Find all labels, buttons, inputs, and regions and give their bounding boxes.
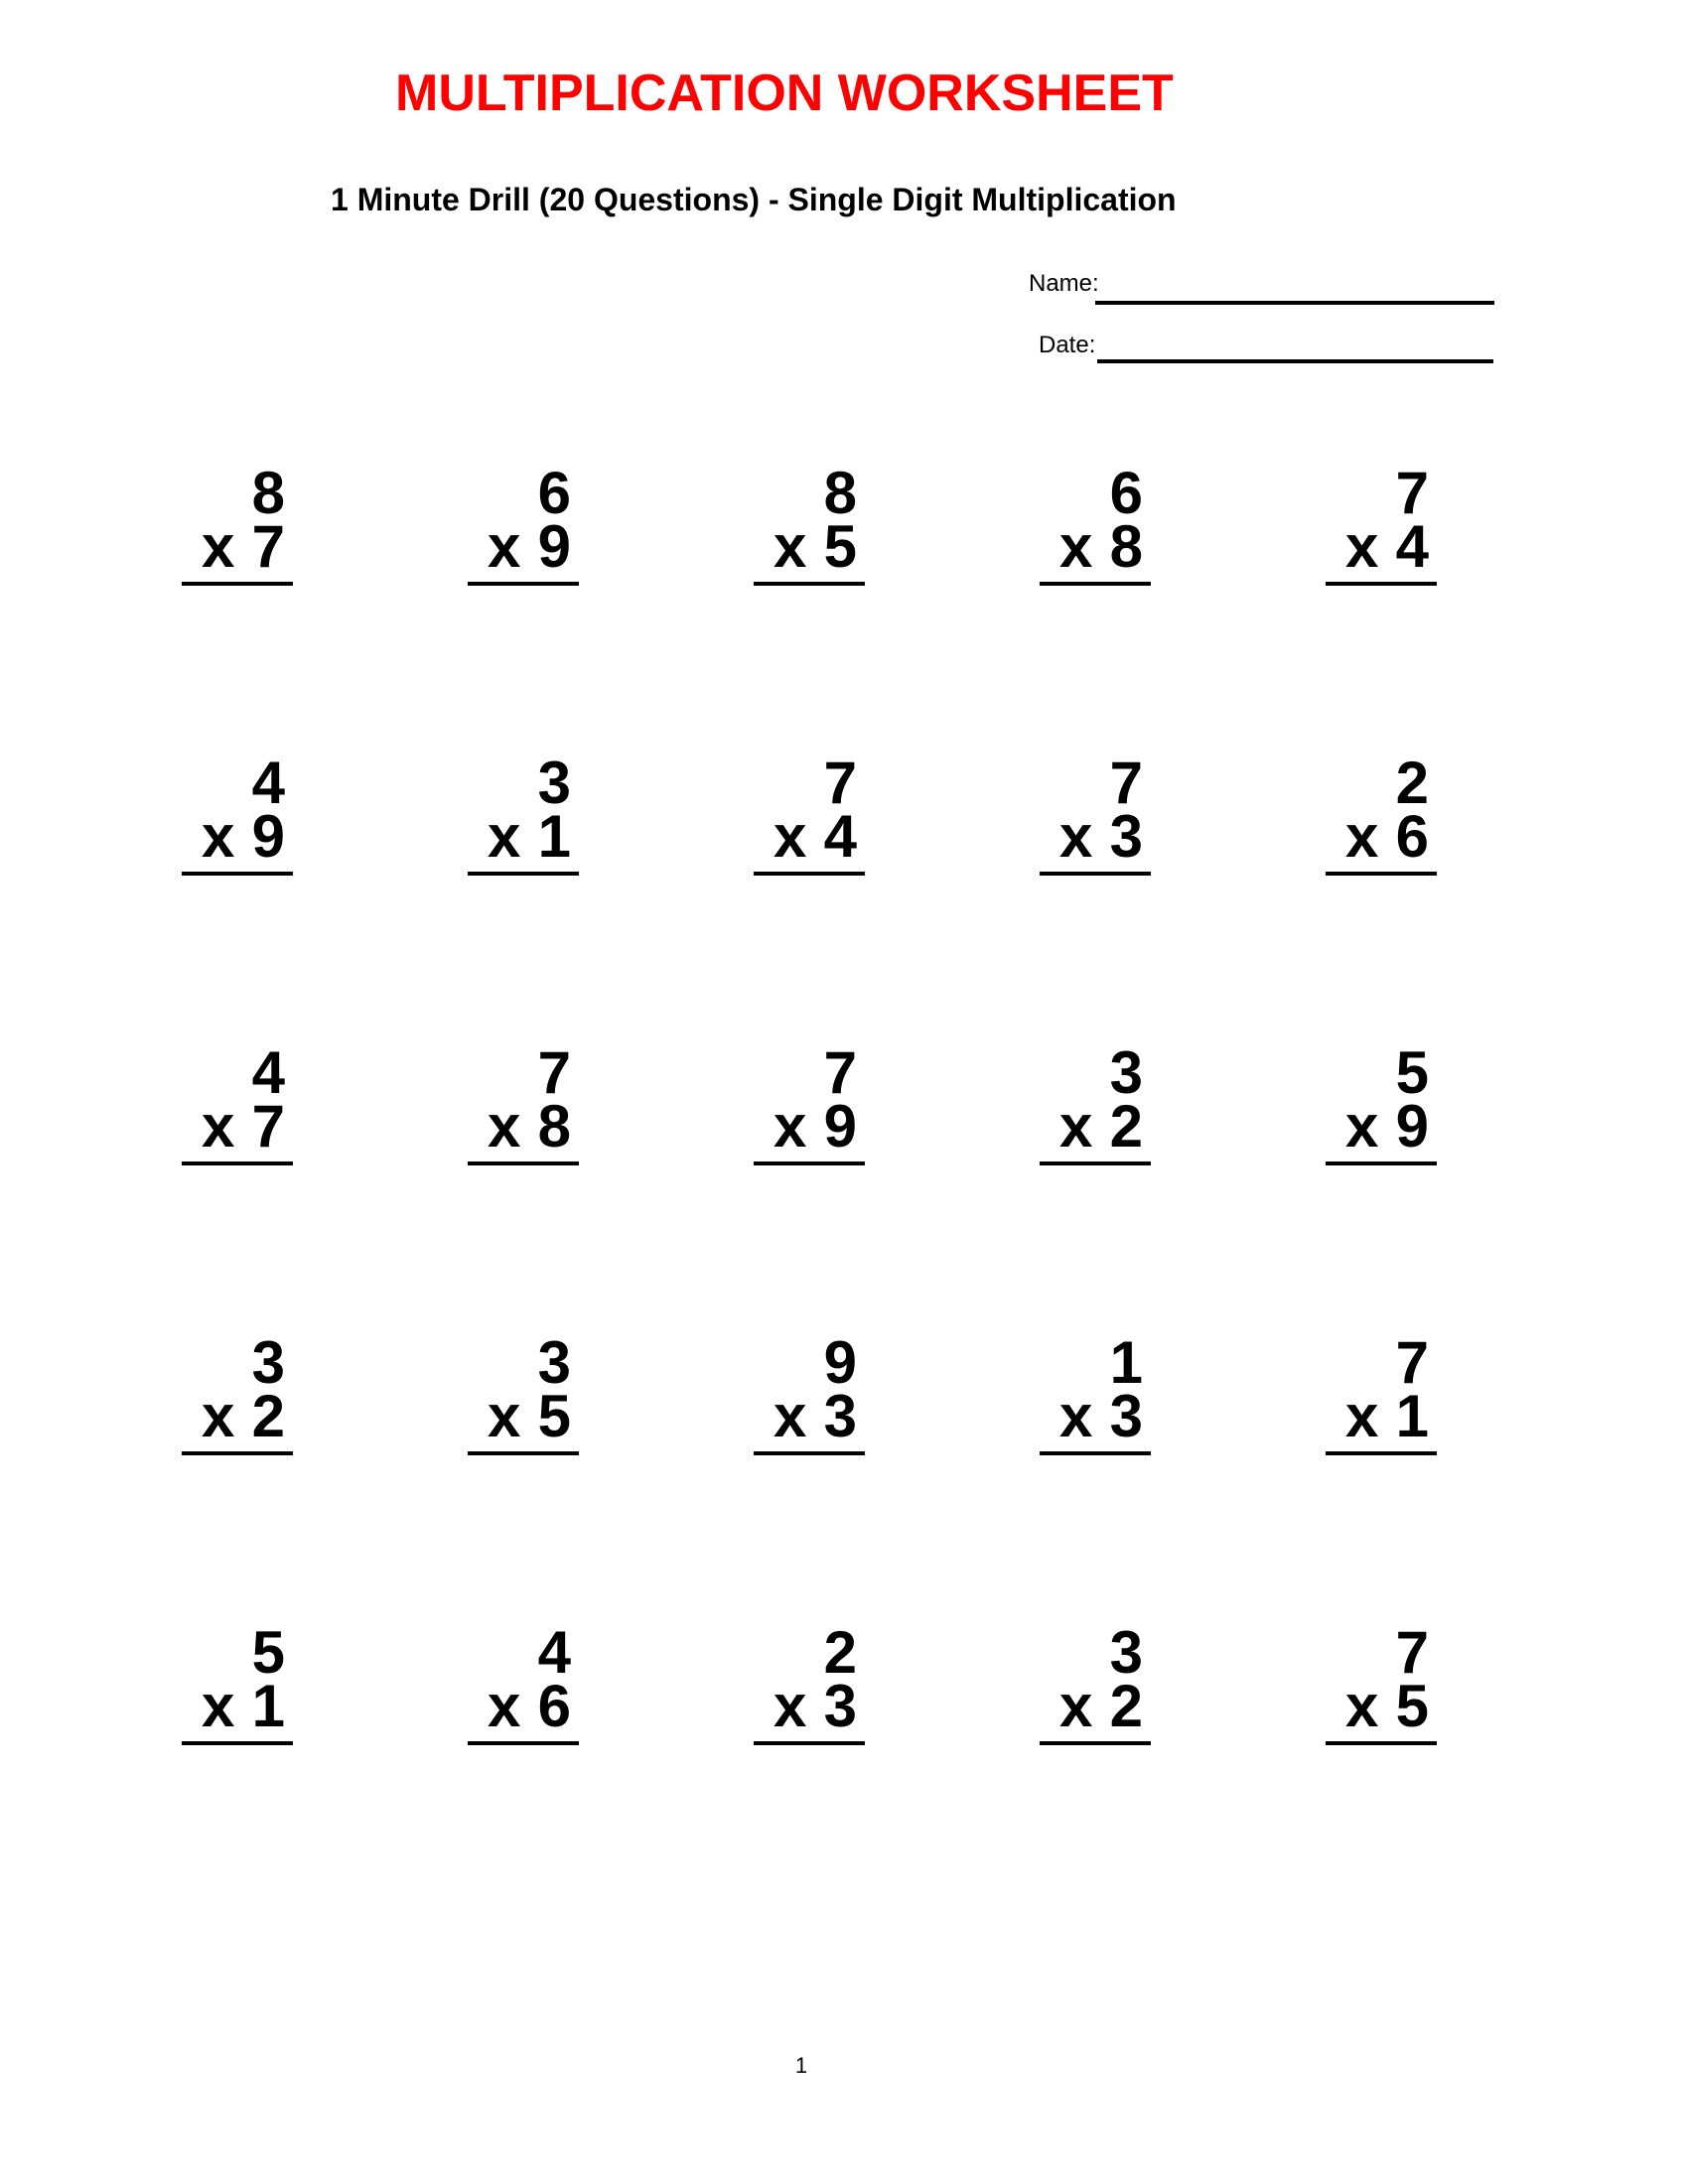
multiplicand: 5	[251, 1619, 285, 1686]
multiplier: 3	[823, 1383, 857, 1449]
multiplicand: 2	[1395, 750, 1429, 816]
multiplier: 3	[1109, 1383, 1143, 1449]
answer-line	[182, 1741, 293, 1745]
multiplier-row	[1040, 1673, 1151, 1739]
multiplier: 2	[251, 1383, 285, 1449]
answer-line	[1326, 582, 1437, 586]
multiplicand: 9	[823, 1329, 857, 1396]
page-subtitle: 1 Minute Drill (20 Questions) - Single Digit Multiplication	[331, 182, 1177, 217]
multiply-operator: x	[1059, 1673, 1093, 1739]
name-label: Name:	[1029, 270, 1099, 297]
answer-line	[468, 1741, 579, 1745]
multiply-operator: x	[202, 1383, 235, 1449]
multiplicand: 7	[1109, 750, 1143, 816]
multiplicand: 7	[1395, 460, 1429, 526]
multiplication-problem	[754, 460, 865, 586]
multiplier-row	[754, 1383, 865, 1449]
multiplication-problem	[468, 750, 579, 876]
answer-line	[182, 1161, 293, 1165]
multiplicand: 7	[1395, 1619, 1429, 1686]
multiplier: 1	[537, 803, 571, 870]
multiplier: 4	[823, 803, 857, 870]
answer-line	[754, 582, 865, 586]
multiplier-row	[468, 513, 579, 580]
multiply-operator: x	[1345, 803, 1379, 870]
multiplier: 3	[823, 1673, 857, 1739]
multiplication-problem	[754, 1329, 865, 1455]
multiplication-problem	[182, 750, 293, 876]
multiply-operator: x	[774, 1673, 807, 1739]
multiplicand: 3	[537, 750, 571, 816]
multiplier-row	[1326, 1383, 1437, 1449]
multiply-operator: x	[202, 513, 235, 580]
multiplicand: 3	[1109, 1619, 1143, 1686]
multiplicand: 8	[823, 460, 857, 526]
multiplicand: 7	[537, 1039, 571, 1106]
answer-line	[754, 872, 865, 876]
multiplication-problem	[754, 750, 865, 876]
answer-line	[1326, 872, 1437, 876]
multiplication-problem	[1040, 1039, 1151, 1165]
multiplier: 3	[1109, 803, 1143, 870]
answer-line	[1040, 1451, 1151, 1455]
multiply-operator: x	[488, 1093, 521, 1160]
date-label: Date:	[1039, 332, 1096, 358]
multiply-operator: x	[774, 1093, 807, 1160]
multiplicand: 6	[1109, 460, 1143, 526]
multiplier-row	[754, 513, 865, 580]
multiplication-problem	[1326, 750, 1437, 876]
multiplier: 5	[537, 1383, 571, 1449]
multiplier-row	[754, 803, 865, 870]
multiplier-row	[1040, 1383, 1151, 1449]
multiply-operator: x	[1345, 1383, 1379, 1449]
multiplier: 8	[537, 1093, 571, 1160]
page-number: 1	[794, 2053, 808, 2078]
multiply-operator: x	[202, 1093, 235, 1160]
multiplier: 1	[251, 1673, 285, 1739]
multiplicand: 7	[823, 750, 857, 816]
multiplier: 6	[1395, 803, 1429, 870]
multiplier-row	[468, 1673, 579, 1739]
multiplication-problem	[182, 1619, 293, 1745]
multiply-operator: x	[1059, 1383, 1093, 1449]
answer-line	[1326, 1451, 1437, 1455]
multiplicand: 4	[251, 1039, 285, 1106]
multiplier: 2	[1109, 1093, 1143, 1160]
multiplier-row	[182, 1673, 293, 1739]
multiplier: 1	[1395, 1383, 1429, 1449]
multiplier-row	[182, 803, 293, 870]
date-blank-line	[1097, 359, 1493, 363]
multiply-operator: x	[774, 1383, 807, 1449]
answer-line	[468, 1451, 579, 1455]
multiply-operator: x	[1345, 1093, 1379, 1160]
multiplication-problem	[1040, 460, 1151, 586]
multiplier-row	[1326, 1093, 1437, 1160]
multiplicand: 3	[1109, 1039, 1143, 1106]
multiplier: 8	[1109, 513, 1143, 580]
multiplier-row	[182, 513, 293, 580]
multiply-operator: x	[488, 1673, 521, 1739]
multiplier: 5	[1395, 1673, 1429, 1739]
multiplication-problem	[468, 1329, 579, 1455]
multiplier-row	[1326, 513, 1437, 580]
multiplier: 9	[251, 803, 285, 870]
multiplication-problem	[468, 1039, 579, 1165]
multiplication-problem	[468, 1619, 579, 1745]
answer-line	[1326, 1161, 1437, 1165]
multiplier-row	[468, 1093, 579, 1160]
multiply-operator: x	[202, 1673, 235, 1739]
multiplication-problem	[1040, 1619, 1151, 1745]
multiplier-row	[1040, 513, 1151, 580]
multiply-operator: x	[1059, 513, 1093, 580]
multiplication-problem	[1040, 1329, 1151, 1455]
multiplier-row	[1040, 803, 1151, 870]
multiply-operator: x	[1345, 513, 1379, 580]
page-title: MULTIPLICATION WORKSHEET	[395, 65, 1174, 122]
multiplier-row	[182, 1383, 293, 1449]
answer-line	[182, 872, 293, 876]
multiplicand: 3	[251, 1329, 285, 1396]
multiply-operator: x	[1345, 1673, 1379, 1739]
multiply-operator: x	[774, 513, 807, 580]
multiplicand: 1	[1109, 1329, 1143, 1396]
multiplication-problem	[1040, 750, 1151, 876]
answer-line	[468, 582, 579, 586]
multiply-operator: x	[1059, 1093, 1093, 1160]
multiply-operator: x	[488, 513, 521, 580]
multiplier-row	[182, 1093, 293, 1160]
multiplicand: 4	[537, 1619, 571, 1686]
multiplier-row	[1326, 1673, 1437, 1739]
answer-line	[468, 1161, 579, 1165]
answer-line	[182, 582, 293, 586]
answer-line	[1040, 582, 1151, 586]
multiplicand: 8	[251, 460, 285, 526]
multiplier-row	[754, 1673, 865, 1739]
multiplier-row	[468, 803, 579, 870]
multiplicand: 7	[1395, 1329, 1429, 1396]
multiplicand: 7	[823, 1039, 857, 1106]
problems-grid	[182, 460, 1437, 1745]
multiplier-row	[468, 1383, 579, 1449]
multiplicand: 3	[537, 1329, 571, 1396]
multiplicand: 4	[251, 750, 285, 816]
multiplier-row	[1040, 1093, 1151, 1160]
multiplication-problem	[468, 460, 579, 586]
multiplication-problem	[1326, 460, 1437, 586]
answer-line	[1040, 1741, 1151, 1745]
multiplication-problem	[182, 1039, 293, 1165]
multiplier-row	[1326, 803, 1437, 870]
multiplier: 7	[251, 513, 285, 580]
multiplication-problem	[1326, 1329, 1437, 1455]
multiplication-problem	[1326, 1619, 1437, 1745]
multiplier: 2	[1109, 1673, 1143, 1739]
multiplier: 9	[823, 1093, 857, 1160]
multiplication-problem	[182, 460, 293, 586]
multiplier: 7	[251, 1093, 285, 1160]
multiplicand: 5	[1395, 1039, 1429, 1106]
multiply-operator: x	[488, 803, 521, 870]
multiplier: 6	[537, 1673, 571, 1739]
name-blank-line	[1095, 301, 1494, 305]
multiplicand: 6	[537, 460, 571, 526]
multiplier: 9	[537, 513, 571, 580]
multiply-operator: x	[488, 1383, 521, 1449]
multiplication-problem	[182, 1329, 293, 1455]
multiplier: 4	[1395, 513, 1429, 580]
multiplication-problem	[754, 1039, 865, 1165]
answer-line	[754, 1451, 865, 1455]
answer-line	[754, 1741, 865, 1745]
multiply-operator: x	[774, 803, 807, 870]
multiplier: 9	[1395, 1093, 1429, 1160]
multiplication-problem	[1326, 1039, 1437, 1165]
answer-line	[1040, 1161, 1151, 1165]
multiply-operator: x	[202, 803, 235, 870]
answer-line	[468, 872, 579, 876]
answer-line	[1326, 1741, 1437, 1745]
multiplier-row	[754, 1093, 865, 1160]
answer-line	[754, 1161, 865, 1165]
multiply-operator: x	[1059, 803, 1093, 870]
multiplier: 5	[823, 513, 857, 580]
multiplicand: 2	[823, 1619, 857, 1686]
answer-line	[182, 1451, 293, 1455]
multiplication-problem	[754, 1619, 865, 1745]
answer-line	[1040, 872, 1151, 876]
